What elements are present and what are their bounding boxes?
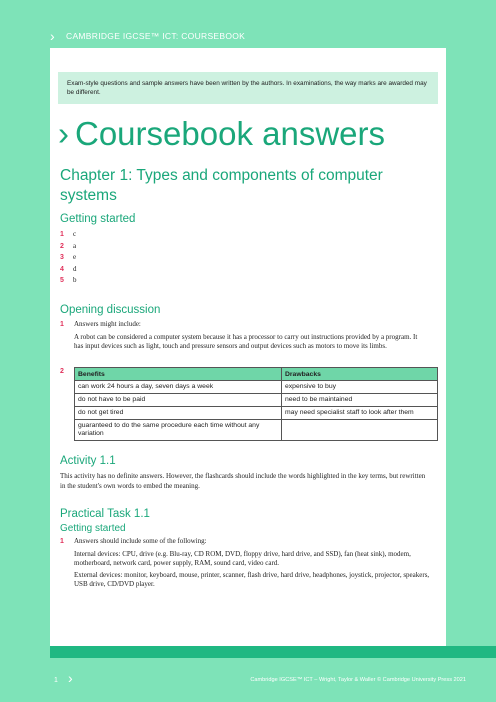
page [50, 48, 446, 646]
column-header: Benefits [75, 368, 282, 381]
table-cell [282, 420, 438, 441]
chevron-right-icon: › [58, 115, 69, 152]
table-cell: guaranteed to do the same procedure each time without any variation [75, 420, 282, 441]
list-item: 2 a [60, 241, 77, 250]
chevron-right-icon: › [50, 28, 55, 44]
footer-text: Cambridge IGCSE™ ICT – Wright, Taylor & Waller © Cambridge University Press 2021 [250, 677, 466, 683]
question-number: 2 [60, 368, 64, 375]
question-number: 1 [60, 321, 64, 328]
page-title: › Coursebook answers [58, 115, 385, 152]
table-cell: do not have to be paid [75, 394, 282, 407]
question-number: 1 [60, 538, 64, 545]
getting-started-list [60, 229, 430, 287]
list-item: 1 c [60, 230, 77, 238]
intro-box: Exam-style questions and sample answers have been written by the authors. In examinations, the way marks are awarded may be different. [58, 72, 438, 104]
column-header: Drawbacks [282, 368, 438, 381]
opening-answer: Answers might include: A robot can be considered a computer system because it has a processor to carry out instructions provided by a program. It has input devices such as light, touch and pressure sensors and output devices such as motors to move its limbs. [74, 320, 418, 350]
table-header-row [75, 368, 438, 381]
list-item: 3 e [60, 253, 77, 261]
benefits-table [74, 367, 438, 441]
table-row [75, 394, 438, 407]
footer-band [50, 646, 496, 658]
chevron-right-icon: › [68, 670, 73, 686]
table-row [75, 420, 438, 441]
chapter-title: Chapter 1: Types and components of computer systems [60, 167, 383, 204]
running-header: CAMBRIDGE IGCSE™ ICT: COURSEBOOK [66, 31, 246, 41]
practical-subheading: Getting started [60, 523, 126, 534]
table-cell: expensive to buy [282, 381, 438, 394]
page-number: 1 [54, 677, 58, 684]
table-cell: may need specialist staff to look after them [282, 407, 438, 420]
top-bar [0, 0, 496, 48]
table-cell: do not get tired [75, 407, 282, 420]
practical-task-heading: Practical Task 1.1 [60, 508, 150, 520]
activity-text: This activity has no definite answers. However, the flashcards should include the words highlighted in the key terms, but rewritten in the student's own words to embed the meaning. [60, 472, 426, 490]
table-row [75, 407, 438, 420]
opening-discussion-heading: Opening discussion [60, 304, 161, 316]
activity-heading: Activity 1.1 [60, 455, 116, 467]
getting-started-heading: Getting started [60, 213, 136, 225]
table-cell: can work 24 hours a day, seven days a week [75, 381, 282, 394]
list-item: 4 d [60, 264, 77, 273]
list-item: 5 b [60, 276, 77, 284]
table-cell: need to be maintained [282, 394, 438, 407]
table-row [75, 381, 438, 394]
practical-answer: Answers should include some of the following: Internal devices: CPU, drive (e.g. Blu-ray, CD ROM, DVD, floppy drive, hard drive, and SSD), fan (heat sink), modem, motherboard, network card, power supply, RAM, sound card, video card. External devices: monitor, keyboard, mouse, printer, scanner, flash drive, hard drive, headphones, joystick, projector, speakers, USB drive, CD/DVD player. [74, 537, 430, 588]
